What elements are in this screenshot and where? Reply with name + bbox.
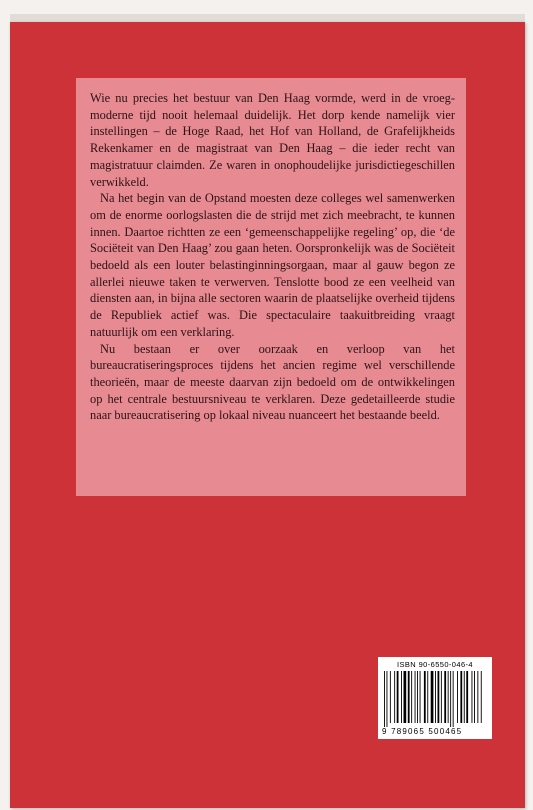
barcode-bar [420,671,421,723]
barcode-bar [401,671,402,723]
barcode-bar [394,671,395,723]
barcode-bar [450,671,451,727]
barcode-bar [474,671,475,723]
barcode-bar [441,671,442,723]
isbn-text: ISBN 90-6550-046-4 [397,660,473,669]
barcode-bars [382,671,488,727]
barcode-bar [390,671,391,723]
barcode-bar [384,671,385,727]
blurb-paragraph-3: Nu bestaan er over oorzaak en verloop van het bureaucratiseringsproces tijdens het ancien regime wel verschillende theorieën, maar de meeste daarvan zijn bedoeld om de ontwikkelingen op het centrale bestuursniveau te verklaren. Deze gedetailleerde studie naar bureaucratisering op lokaal niveau nuanceert het bestaande beeld. [90,341,455,423]
blurb-paragraph-2: Na het begin van de Opstand moesten deze colleges wel samenwerken om de enorme oorlogslasten die de strijd met zich meebracht, te kunnen innen. Daartoe richtten ze een ‘gemeenschappelijke regeling’ op, die ‘de Sociëteit van Den Haag’ zou gaan heten. Oorspronkelijk was de Sociëteit bedoeld als een louter belastinginningsorgaan, maar al gauw begon ze allerlei nieuwe taken te verwerven. Tenslotte bood ze een veelheid van diensten aan, in bijna alle sectoren waarin de plaatselijke overheid tijdens de Republiek actief was. Die spectaculaire taakuitbreiding vraagt natuurlijk om een verklaring. [90,191,455,339]
barcode-bar [435,671,436,723]
ean-digits: 9 789065 500465 [382,727,463,736]
barcode-bar [448,671,449,723]
barcode-bar [404,671,407,723]
barcode-bar [477,671,478,723]
barcode-bar [472,671,473,723]
barcode-bar [466,671,468,723]
barcode-bar [431,671,434,723]
barcode-bar [460,671,462,723]
barcode-bar [411,671,412,723]
barcode-bar [438,671,440,723]
blurb-paragraph-1: Wie nu precies het bestuur van Den Haag vormde, werd in de vroeg-moderne tijd nooit helemaal duidelijk. Het dorp kende namelijk vier instellingen – de Hoge Raad, het Hof van Holland, de Grafelijkheids Rekenkamer en de magistraat van Den Haag – die ieder recht van magistratuur claimden. Ze waren in onophoudelijke jurisdictiegeschillen verwikkeld. [90,91,455,189]
book-top-edge [10,14,525,22]
barcode-bar [427,671,428,723]
barcode-bar [397,671,399,723]
barcode-bar [408,671,410,723]
barcode-bar [417,671,418,723]
barcode-bar [464,671,465,723]
barcode-label [378,657,492,739]
barcode-bar [424,671,426,723]
barcode-bar [457,671,458,723]
barcode-bar [444,671,446,723]
barcode-bar [415,671,416,723]
barcode-bar [387,671,388,727]
barcode-bar [453,671,454,727]
barcode-bar [481,671,482,723]
blurb-panel [76,78,466,496]
